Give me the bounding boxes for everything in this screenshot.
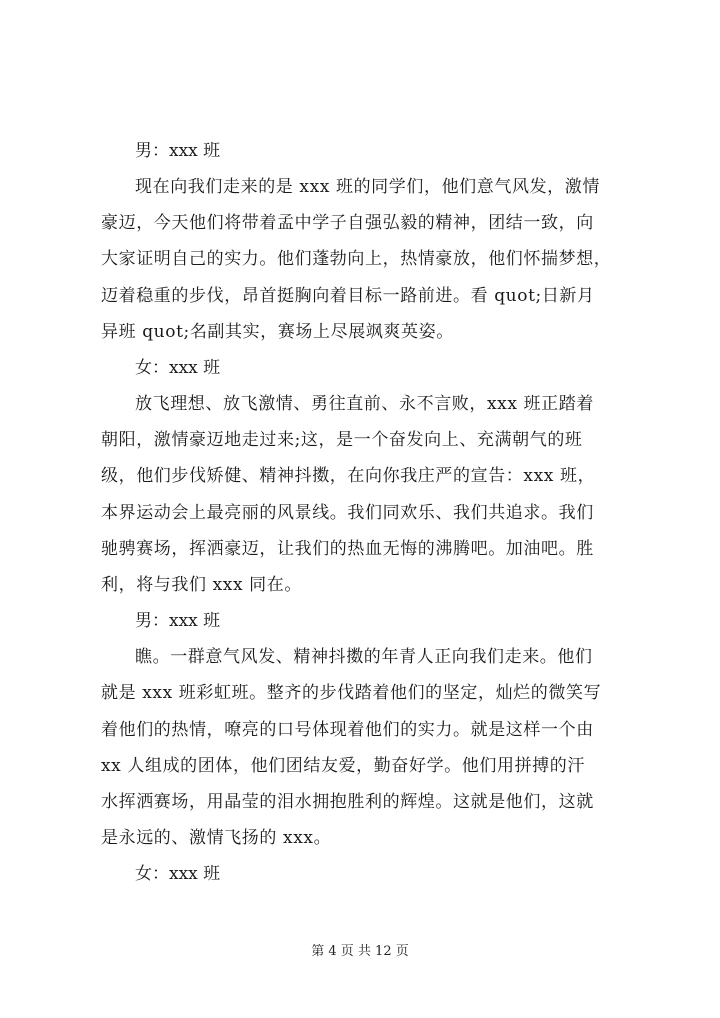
paragraph-line: 是永远的、激情飞扬的 xxx。 — [101, 828, 332, 849]
paragraph-line: 现在向我们走来的是 xxx 班的同学们，他们意气风发，激情 — [135, 177, 600, 197]
page-footer: 第 4 页 共 12 页 — [311, 944, 409, 959]
paragraph-line: 利，将与我们 xxx 同在。 — [101, 575, 302, 596]
paragraph-line: 级，他们步伐矫健、精神抖擞，在向你我庄严的宣告：xxx 班， — [101, 466, 596, 487]
document-body — [101, 133, 641, 892]
paragraph-line: xx 人组成的团体，他们团结友爱，勤奋好学。他们用拼搏的汗 — [101, 755, 585, 776]
speaker-label-female-2: 女：xxx 班 — [135, 864, 221, 885]
paragraph-line: 大家证明自己的实力。他们蓬勃向上，热情豪放，他们怀揣梦想， — [101, 249, 612, 270]
paragraph-line: 豪迈，今天他们将带着孟中学子自强弘毅的精神，团结一致，向 — [101, 213, 594, 234]
paragraph-2 — [101, 386, 641, 603]
speaker-label-male-1: 男：xxx 班 — [135, 141, 221, 161]
paragraph-line: 放飞理想、放飞激情、勇往直前、永不言败，xxx 班正踏着 — [135, 394, 594, 415]
paragraph-line: 驰骋赛场，挥洒豪迈，让我们的热血无悔的沸腾吧。加油吧。胜 — [101, 538, 594, 559]
paragraph-1 — [101, 169, 641, 350]
paragraph-line: 异班 quot;名副其实，赛场上尽展飒爽英姿。 — [101, 321, 454, 342]
speaker-label-male-2: 男：xxx 班 — [135, 611, 221, 632]
paragraph-line: 水挥洒赛场，用晶莹的泪水拥抱胜利的辉煌。这就是他们，这就 — [101, 792, 594, 813]
paragraph-line: 瞧。一群意气风发、精神抖擞的年青人正向我们走来。他们 — [135, 647, 593, 668]
paragraph-line: 朝阳，激情豪迈地走过来;这，是一个奋发向上、充满朝气的班 — [101, 430, 583, 451]
paragraph-3 — [101, 639, 641, 856]
paragraph-line: 着他们的热情，嘹亮的口号体现着他们的实力。就是这样一个由 — [101, 719, 594, 740]
paragraph-line: 就是 xxx 班彩虹班。整齐的步伐踏着他们的坚定，灿烂的微笑写 — [101, 683, 602, 704]
paragraph-line: 本界运动会上最亮丽的风景线。我们同欢乐、我们共追求。我们 — [101, 502, 594, 523]
paragraph-line: 迈着稳重的步伐，昂首挺胸向着目标一路前进。看 quot;日新月 — [101, 285, 595, 306]
speaker-label-female-1: 女：xxx 班 — [135, 358, 221, 379]
